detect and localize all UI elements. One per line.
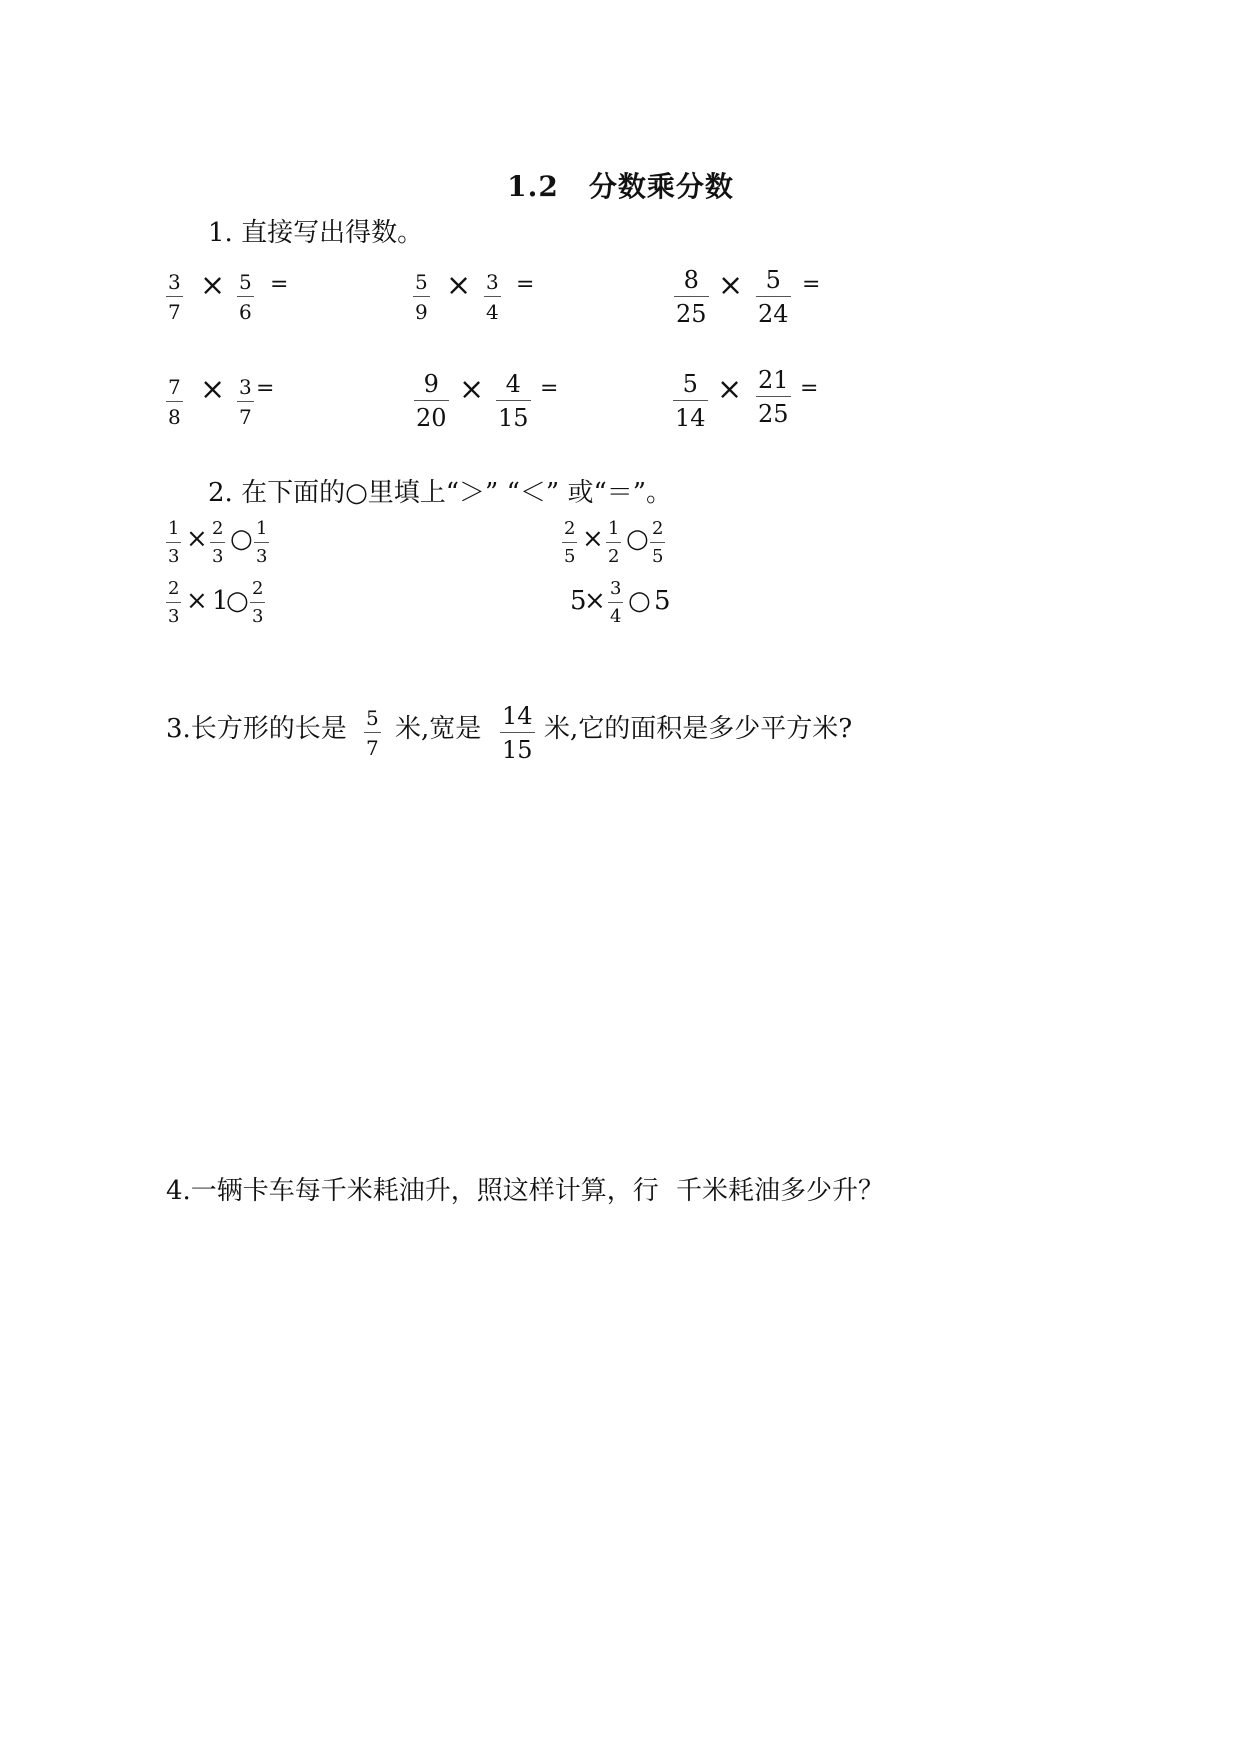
fraction: $\frac{7}{8}$ bbox=[168, 375, 181, 429]
times-sign: × bbox=[717, 372, 743, 407]
fraction: $\frac{3}{7}$ bbox=[168, 270, 181, 324]
fraction: $\frac{9}{20}$ bbox=[416, 370, 447, 432]
fraction: $\frac{3}{7}$ bbox=[239, 375, 252, 429]
fraction: $\frac{5}{6}$ bbox=[239, 270, 252, 324]
compare-circle[interactable]: ○ bbox=[226, 586, 249, 616]
compare-circle[interactable]: ○ bbox=[626, 524, 649, 554]
times-sign: × bbox=[186, 586, 208, 616]
fraction: $\frac{21}{25}$ bbox=[758, 366, 789, 428]
section4-text-b: 千米耗油多少升？ bbox=[676, 1176, 885, 1206]
compare-circle[interactable]: ○ bbox=[230, 524, 253, 554]
section3-text-after: 米,它的面积是多少平方米? bbox=[544, 714, 853, 744]
title-number: 1.2 bbox=[507, 170, 559, 203]
equals-sign: = bbox=[516, 272, 535, 297]
times-sign: × bbox=[446, 268, 472, 303]
section3-text-before: 3.长方形的长是 bbox=[166, 714, 347, 744]
equals-sign: = bbox=[802, 272, 821, 297]
fraction: $\frac{2}{3}$ bbox=[212, 518, 224, 567]
times-sign: × bbox=[718, 268, 744, 303]
section3-text-mid: 米,宽是 bbox=[395, 714, 482, 744]
compare-circle[interactable]: ○ bbox=[628, 586, 651, 616]
times-sign: × bbox=[584, 586, 606, 616]
fraction: $\frac{1}{2}$ bbox=[608, 518, 620, 567]
page-title bbox=[0, 165, 1241, 205]
equals-sign: = bbox=[270, 272, 289, 297]
length-fraction: $\frac{5}{7}$ bbox=[366, 706, 379, 760]
whole-number: 5 bbox=[570, 586, 587, 616]
section2-heading: 2. 在下面的○里填上“＞” “＜” 或“＝”。 bbox=[208, 478, 673, 508]
fraction: $\frac{2}{5}$ bbox=[564, 518, 576, 567]
fraction: $\frac{5}{24}$ bbox=[758, 266, 789, 328]
fraction: $\frac{5}{14}$ bbox=[675, 370, 706, 432]
times-sign: × bbox=[459, 372, 485, 407]
section4-text-a: 4.一辆卡车每千米耗油升，照这样计算，行 bbox=[166, 1176, 659, 1206]
fraction: $\frac{2}{3}$ bbox=[252, 578, 264, 627]
fraction: $\frac{3}{4}$ bbox=[486, 270, 499, 324]
equals-sign: = bbox=[540, 376, 559, 401]
fraction: $\frac{4}{15}$ bbox=[498, 370, 529, 432]
section1-heading: 1. 直接写出得数。 bbox=[208, 218, 424, 248]
fraction: $\frac{3}{4}$ bbox=[610, 578, 622, 627]
fraction: $\frac{2}{5}$ bbox=[652, 518, 664, 567]
whole-number: 5 bbox=[654, 586, 671, 616]
fraction: $\frac{1}{3}$ bbox=[168, 518, 180, 567]
equals-sign: = bbox=[800, 376, 819, 401]
whole-number: 1 bbox=[212, 586, 229, 616]
times-sign: × bbox=[200, 372, 226, 407]
fraction: $\frac{1}{3}$ bbox=[256, 518, 268, 567]
times-sign: × bbox=[186, 524, 208, 554]
title-text: 分数乘分数 bbox=[588, 170, 734, 203]
times-sign: × bbox=[200, 268, 226, 303]
times-sign: × bbox=[582, 524, 604, 554]
fraction: $\frac{5}{9}$ bbox=[415, 270, 428, 324]
fraction: $\frac{2}{3}$ bbox=[168, 578, 180, 627]
width-fraction: $\frac{14}{15}$ bbox=[502, 702, 533, 764]
equals-sign: = bbox=[256, 376, 275, 401]
fraction: $\frac{8}{25}$ bbox=[676, 266, 707, 328]
